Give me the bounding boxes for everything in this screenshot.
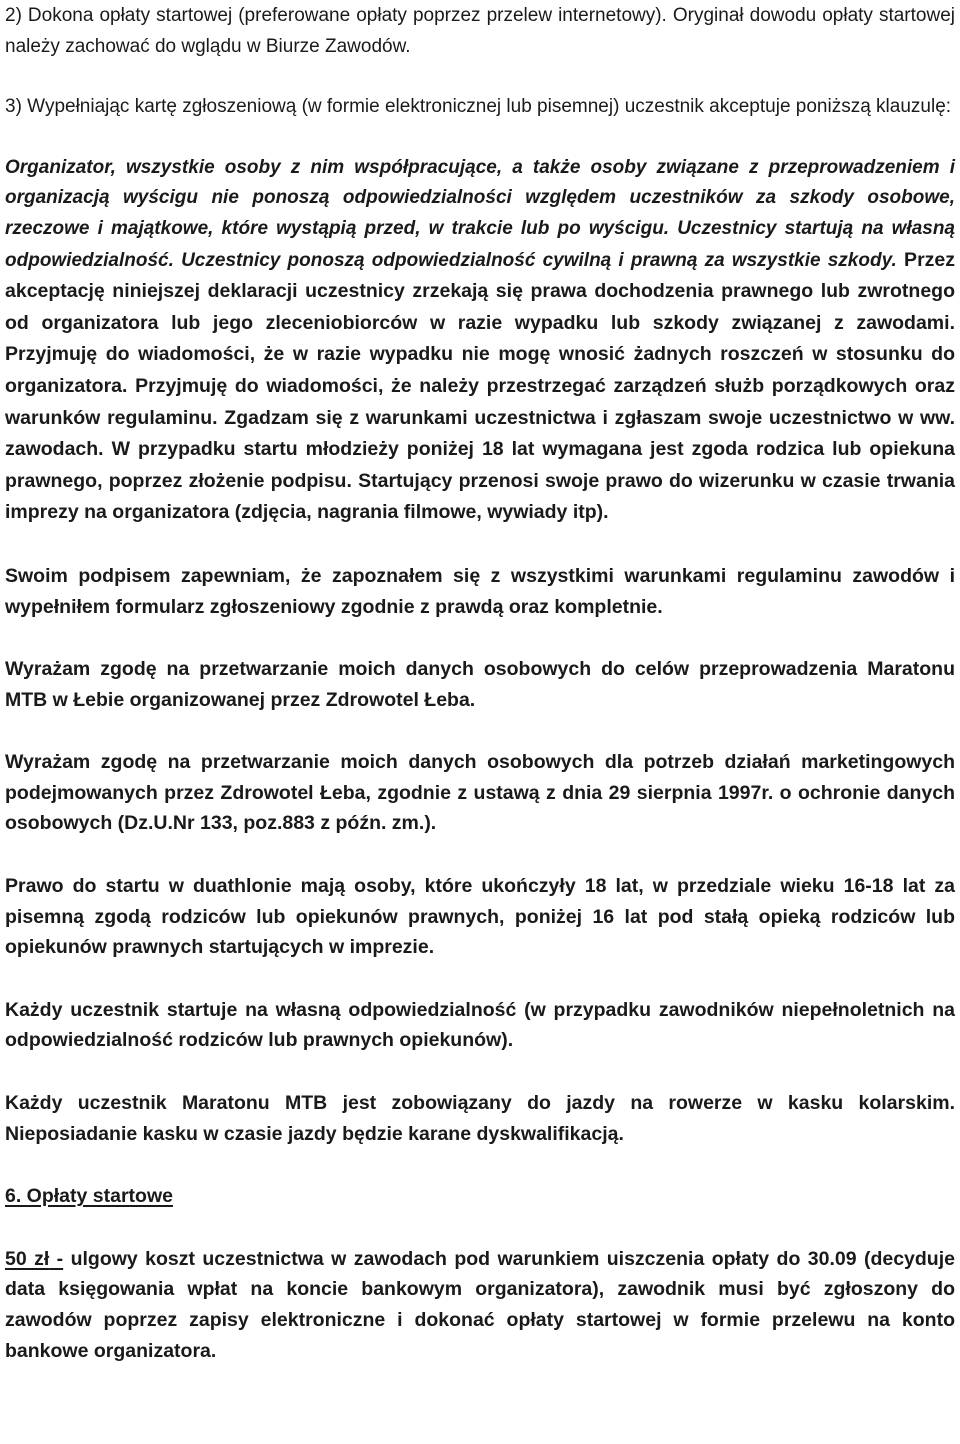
regulations-page [5, 0, 955, 1366]
paragraph-helmet-requirement: Każdy uczestnik Maratonu MTB jest zobowiązany do jazdy na rowerze w kasku kolarskim. Nieposiadanie kasku w czasie jazdy będzie karane dyskwalifikacją. [5, 1092, 955, 1145]
fee-conditions-text: ulgowy koszt uczestnictwa w zawodach pod warunkiem uiszczenia opłaty do 30.09 (decyduje data księgowania wpłat na koncie bankowym organizatora), zawodnik musi być zgłoszony do zawodów poprzez zapisy elektroniczne i dokonać opłaty startowej w formie przelewu na konto bankowe organizatora. [5, 1247, 955, 1362]
section-heading-text: 6. Opłaty startowe [5, 1185, 173, 1208]
clause-italic-text: Organizator, wszystkie osoby z nim współpracujące, a także osoby związane z przeprowadzeniem i organizacją wyścigu nie ponoszą odpowiedzialności względem uczestników za szkody osobowe, rzeczowe i majątkowe, które wystąpią przed, w trakcie lub po wyścigu. Uczestnicy startują na własną odpowiedzialność. Uczestnicy ponoszą odpowiedzialność cywilną i prawną za wszystkie szkody. [5, 156, 955, 271]
paragraph-registration-clause-intro: 3) Wypełniając kartę zgłoszeniową (w formie elektronicznej lub pisemnej) uczestnik akceptuje poniższą klauzulę: [5, 96, 952, 118]
paragraph-liability-clause [5, 153, 955, 529]
paragraph-own-responsibility: Każdy uczestnik startuje na własną odpowiedzialność (w przypadku zawodników niepełnoletnich na odpowiedzialność rodziców lub prawnych opiekunów). [5, 998, 955, 1052]
fee-amount: 50 zł [5, 1247, 50, 1270]
paragraph-duathlon-eligibility: Prawo do startu w duathlonie mają osoby, które ukończyły 18 lat, w przedziale wieku 16-18 lat za pisemną zgodą rodziców lub opiekunów prawnych, poniżej 16 lat pod stałą opieką rodziców lub opiekunów prawnych startujących w imprezie. [5, 875, 955, 959]
fee-separator: - [49, 1247, 64, 1270]
paragraph-data-consent-marketing: Wyrażam zgodę na przetwarzanie moich danych osobowych dla potrzeb działań marketingowych podejmowanych przez Zdrowotel Łeba, zgodnie z ustawą z dnia 29 sierpnia 1997r. o ochronie danych osobowych (Dz.U.Nr 133, poz.883 z późn. zm.). [5, 751, 955, 835]
paragraph-signature-statement: Swoim podpisem zapewniam, że zapoznałem się z wszystkimi warunkami regulaminu zawodów i wypełniłem formularz zgłoszeniowy zgodnie z prawdą oraz kompletnie. [5, 564, 955, 618]
section-heading-entry-fees [5, 1181, 955, 1212]
paragraph-entry-fee-payment: 2) Dokona opłaty startowej (preferowane opłaty poprzez przelew internetowy). Oryginał dowodu opłaty startowej należy zachować do wglądu w Biurze Zawodów. [5, 5, 955, 57]
paragraph-data-consent-event: Wyrażam zgodę na przetwarzanie moich danych osobowych do celów przeprowadzenia Maratonu MTB w Łebie organizowanej przez Zdrowotel Łeba. [5, 658, 955, 711]
paragraph-reduced-fee [5, 1244, 955, 1366]
clause-declaration-text: Przez akceptację niniejszej deklaracji uczestnicy zrzekają się prawa dochodzenia prawnego lub zwrotnego od organizatora lub jego zleceniobiorców w razie wypadku lub szkody związanej z zawodami. Przyjmuję do wiadomości, że w razie wypadku nie mogę wnosić żadnych roszczeń w stosunku do organizatora. Przyjmuję do wiadomości, że należy przestrzegać zarządzeń służb porządkowych oraz warunków regulaminu. Zgadzam się z warunkami uczestnictwa i zgłaszam swoje uczestnictwo w ww. zawodach. W przypadku startu młodzieży poniżej 18 lat wymagana jest zgoda rodzica lub opiekuna prawnego, poprzez złożenie podpisu. Startujący przenosi swoje prawo do wizerunku w czasie trwania imprezy na organizatora (zdjęcia, nagrania filmowe, wywiady itp). [5, 248, 955, 524]
